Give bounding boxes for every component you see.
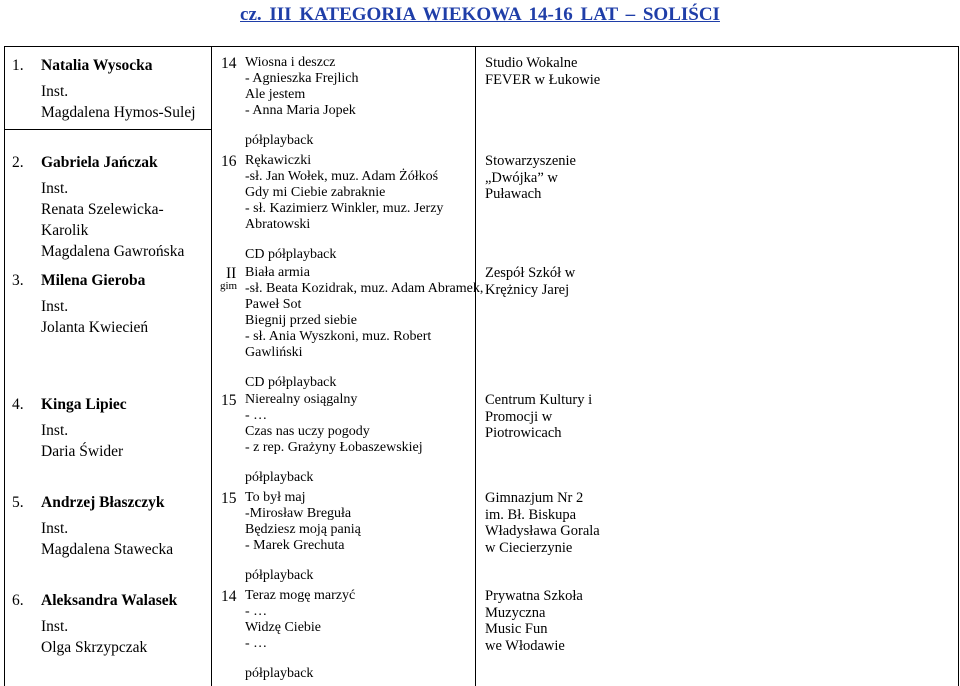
song-title: Widzę Ciebie <box>245 620 322 635</box>
song-note: półplayback <box>245 470 314 485</box>
institution-line: Muzyczna <box>485 604 546 621</box>
instructor-name: Magdalena Gawrońska <box>41 243 185 260</box>
institution-line: Centrum Kultury i <box>485 392 593 408</box>
row-number: 5. <box>12 494 24 511</box>
song-note: CD półplayback <box>245 375 337 390</box>
institution-line: w Ciecierzynie <box>485 539 573 556</box>
row-number: 4. <box>12 396 24 413</box>
song-credits: Abratowski <box>245 217 311 232</box>
participant-name: Milena Gieroba <box>41 272 146 289</box>
song-note: półplayback <box>245 568 314 583</box>
row-number: 1. <box>12 57 24 74</box>
song-credits: - Anna Maria Jopek <box>245 103 356 118</box>
instructor-name: Renata Szelewicka- <box>41 201 164 218</box>
song-title: Ale jestem <box>245 87 306 102</box>
participant-name: Natalia Wysocka <box>41 57 153 74</box>
song-credits: -sł. Jan Wołek, muz. Adam Żółkoś <box>245 169 439 184</box>
song-credits: -Mirosław Breguła <box>245 506 352 521</box>
instructor-name: Magdalena Stawecka <box>41 541 174 558</box>
table-border-left <box>4 46 5 686</box>
instructor-label: Inst. <box>41 422 69 439</box>
institution-line: we Włodawie <box>485 637 565 654</box>
song-title: Biała armia <box>245 265 310 280</box>
song-title: Będziesz moją panią <box>245 522 361 537</box>
song-credits: - Marek Grechuta <box>245 538 345 553</box>
age-value: 15 <box>221 392 237 409</box>
column-divider <box>475 46 476 686</box>
institution-line: im. Bł. Biskupa <box>485 506 577 523</box>
song-credits: - z rep. Grażyny Łobaszewskiej <box>245 440 423 455</box>
song-title: Rękawiczki <box>245 153 312 168</box>
song-title: Czas nas uczy pogody <box>245 424 370 439</box>
institution-line: Krężnicy Jarej <box>485 281 570 298</box>
song-credits: - sł. Ania Wyszkoni, muz. Robert <box>245 329 432 344</box>
row-number: 6. <box>12 592 24 609</box>
instructor-name: Magdalena Hymos-Sulej <box>41 104 196 121</box>
institution-line: Puławach <box>485 186 542 202</box>
instructor-label: Inst. <box>41 180 69 197</box>
instructor-label: Inst. <box>41 520 69 537</box>
song-credits: Paweł Sot <box>245 297 302 312</box>
age-value: 14 <box>221 588 237 605</box>
song-note: półplayback <box>245 666 314 681</box>
participant-name: Aleksandra Walasek <box>41 592 178 609</box>
song-credits: -sł. Beata Kozidrak, muz. Adam Abramek, <box>245 281 484 296</box>
song-note: - … <box>245 636 268 651</box>
song-title: Wiosna i deszcz <box>245 55 336 70</box>
instructor-name: Olga Skrzypczak <box>41 639 148 656</box>
row-number: 2. <box>12 154 24 171</box>
institution-line: Music Fun <box>485 621 548 637</box>
instructor-label: Inst. <box>41 83 69 100</box>
page-title: cz. III KATEGORIA WIEKOWA 14-16 LAT – SOLIŚCI <box>240 4 720 25</box>
song-title: To był maj <box>245 490 306 505</box>
instructor-label: Inst. <box>41 298 69 315</box>
table-border-right <box>958 46 959 686</box>
instructor-name: Daria Świder <box>41 443 124 460</box>
instructor-label: Inst. <box>41 618 69 635</box>
song-title: Nierealny osiągalny <box>245 392 358 407</box>
institution-line: „Dwójka” w <box>485 169 558 186</box>
institution-line: Zespół Szkół w <box>485 265 576 281</box>
song-note: - … <box>245 604 268 619</box>
institution-line: Władysława Gorala <box>485 523 600 539</box>
song-note: półplayback <box>245 133 314 148</box>
participant-name: Kinga Lipiec <box>41 396 127 413</box>
song-title: Teraz mogę marzyć <box>245 588 356 603</box>
column-divider <box>211 46 212 686</box>
song-title: Gdy mi Ciebie zabraknie <box>245 185 386 200</box>
song-note: - … <box>245 408 268 423</box>
institution-line: FEVER w Łukowie <box>485 71 601 88</box>
participant-name: Andrzej Błaszczyk <box>41 494 165 511</box>
song-note: CD półplayback <box>245 247 337 262</box>
institution-line: Studio Wokalne <box>485 55 578 71</box>
age-value: 14 <box>221 55 237 72</box>
age-value: 15 <box>221 490 237 507</box>
age-value: II <box>226 265 237 282</box>
institution-line: Stowarzyszenie <box>485 153 576 169</box>
instructor-name: Karolik <box>41 222 89 239</box>
institution-line: Piotrowicach <box>485 425 562 441</box>
song-credits: Gawliński <box>245 345 303 360</box>
age-value: 16 <box>221 153 237 170</box>
song-credits: - sł. Kazimierz Winkler, muz. Jerzy <box>245 201 444 216</box>
institution-line: Prywatna Szkoła <box>485 588 583 604</box>
row-number: 3. <box>12 272 24 289</box>
row-divider <box>4 129 211 130</box>
institution-line: Gimnazjum Nr 2 <box>485 490 584 506</box>
song-title: Biegnij przed siebie <box>245 313 357 328</box>
song-credits: - Agnieszka Frejlich <box>245 71 359 86</box>
age-subnote: gim <box>220 280 238 292</box>
institution-line: Promocji w <box>485 408 553 425</box>
table-border-top <box>4 46 959 47</box>
instructor-name: Jolanta Kwiecień <box>41 319 149 336</box>
participant-name: Gabriela Jańczak <box>41 154 158 171</box>
